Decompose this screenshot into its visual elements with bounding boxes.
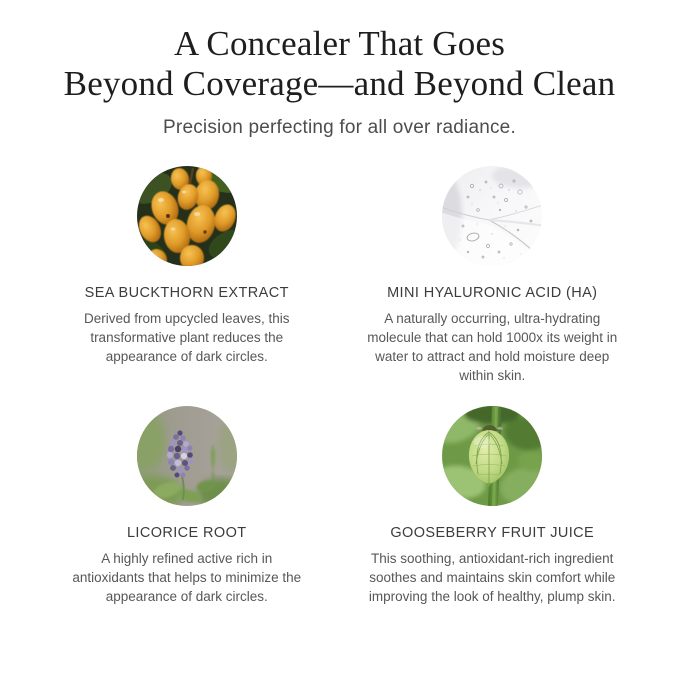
ingredient-description-licorice-root: A highly refined active rich in antioxidants that helps to minimize the appearance of dark circles. bbox=[72, 551, 302, 604]
clear-hydrating-gel-photo bbox=[442, 166, 542, 266]
ingredient-title-gooseberry: GOOSEBERRY FRUIT JUICE bbox=[390, 525, 595, 541]
header bbox=[0, 0, 679, 139]
licorice-flower-photo bbox=[137, 406, 237, 506]
ingredient-card-licorice-root bbox=[34, 406, 340, 606]
ingredient-card-hyaluronic-acid bbox=[340, 166, 646, 406]
page-subtitle: Precision perfecting for all over radiance. bbox=[163, 117, 516, 138]
page-title-line1: A Concealer That Goes bbox=[173, 24, 506, 63]
ingredient-description-sea-buckthorn: Derived from upcycled leaves, this transformative plant reduces the appearance of dark circles. bbox=[83, 311, 290, 364]
ingredient-description-hyaluronic-acid: A naturally occurring, ultra-hydrating molecule that can hold 1000x its weight in water to attract and hold moisture deep within skin. bbox=[367, 311, 618, 383]
sea-buckthorn-berries-photo bbox=[137, 166, 237, 266]
ingredient-description-gooseberry: This soothing, antioxidant-rich ingredient soothes and maintains skin comfort while improving the look of healthy, plump skin. bbox=[368, 551, 616, 604]
page-title bbox=[0, 24, 679, 104]
ingredient-grid bbox=[0, 166, 679, 606]
gooseberry-husk-photo bbox=[442, 406, 542, 506]
ingredient-title-hyaluronic-acid: MINI HYALURONIC ACID (HA) bbox=[387, 285, 598, 301]
ingredient-card-gooseberry bbox=[340, 406, 646, 606]
page-title-line2: Beyond Coverage—and Beyond Clean bbox=[63, 64, 616, 103]
ingredient-title-licorice-root: LICORICE ROOT bbox=[126, 525, 247, 541]
ingredient-title-sea-buckthorn: SEA BUCKTHORN EXTRACT bbox=[84, 285, 289, 301]
ingredient-card-sea-buckthorn bbox=[34, 166, 340, 406]
